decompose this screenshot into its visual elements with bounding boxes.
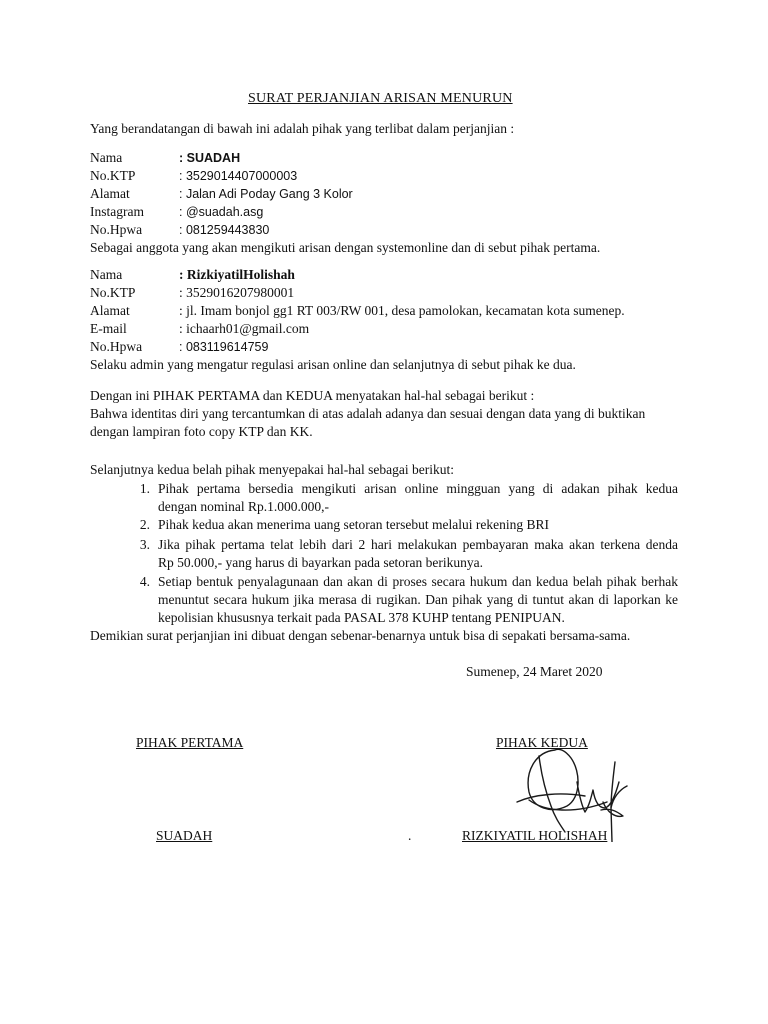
intro-text: Yang berandatangan di bawah ini adalah pihak yang terlibat dalam perjanjian : [90,121,515,136]
party2-ktp-value: : 3529016207980001 [179,285,295,300]
party1-phone-label: No.Hpwa [90,222,143,237]
party2-phone-value: : 083119614759 [179,340,269,354]
list-item-text: Setiap bentuk penyalagunaan dan akan di proses secara hukum dan kedua belah pihak berhak [158,574,678,589]
party2-address-label: Alamat [90,303,130,318]
party2-email-label: E-mail [90,321,127,336]
closing-text: Demikian surat perjanjian ini dibuat dengan sebenar-benarnya untuk bisa di sepakati bersama-sama. [90,628,631,643]
party1-name-value: : SUADAH [179,151,241,165]
list-item-number: 4. [139,574,150,589]
party1-note: Sebagai anggota yang akan mengikuti arisan dengan systemonline dan di sebut pihak pertama. [90,240,601,255]
list-item-text: dengan nominal Rp.1.000.000,- [158,499,329,514]
list-item-text: Pihak pertama bersedia mengikuti arisan online mingguan yang di adakan pihak kedua [158,481,678,496]
agreement-intro: Selanjutnya kedua belah pihak menyepakai hal-hal sebagai berikut: [90,462,454,477]
place-date: Sumenep, 24 Maret 2020 [466,664,603,679]
left-signature-heading: PIHAK PERTAMA [136,735,244,750]
party2-email-value: : ichaarh01@gmail.com [179,321,310,336]
document-title: SURAT PERJANJIAN ARISAN MENURUN [248,91,513,106]
list-item-text: Jika pihak pertama telat lebih dari 2 hari melakukan pembayaran maka akan terkena denda [158,537,678,552]
list-item-number: 3. [139,537,150,552]
party1-instagram-label: Instagram [90,204,144,219]
party2-phone-label: No.Hpwa [90,339,143,354]
list-item-text: kepolisian khususnya terkait pada PASAL 378 KUHP tentang PENIPUAN. [158,610,565,625]
party1-name-label: Nama [90,150,123,165]
party1-ktp-value: : 3529014407000003 [179,169,298,183]
party1-address-value: : Jalan Adi Poday Gang 3 Kolor [179,187,353,201]
statement-line-3: dengan lampiran foto copy KTP dan KK. [90,424,313,439]
party2-name-value: : RizkiyatilHolishah [179,267,295,282]
party1-phone-value: : 081259443830 [179,223,270,237]
party1-address-label: Alamat [90,186,130,201]
party2-ktp-label: No.KTP [90,285,136,300]
statement-line-2: Bahwa identitas diri yang tercantumkan di atas adalah adanya dan sesuai dengan data yang di buktikan [90,406,646,421]
right-signer-name: RIZKIYATIL HOLISHAH [462,828,608,843]
signature-separator: . [408,828,412,843]
list-item-text: menuntut secara hukum jika merasa di rugikan. Dan pihak yang di tuntut akan di laporkan ke [158,592,678,607]
agreement-list [130,480,678,630]
party1-instagram-value: : @suadah.asg [179,205,264,219]
list-item-number: 2. [139,517,150,532]
statement-line-1: Dengan ini PIHAK PERTAMA dan KEDUA menyatakan hal-hal sebagai berikut : [90,388,535,403]
left-signer-name: SUADAH [156,828,213,843]
party2-name-label: Nama [90,267,123,282]
party1-ktp-label: No.KTP [90,168,136,183]
right-signature-heading: PIHAK KEDUA [496,735,588,750]
list-item-number: 1. [139,481,150,496]
party2-address-value: : jl. Imam bonjol gg1 RT 003/RW 001, desa pamolokan, kecamatan kota sumenep. [179,303,625,318]
list-item-text: Pihak kedua akan menerima uang setoran tersebut melalui rekening BRI [158,517,549,532]
party2-note: Selaku admin yang mengatur regulasi arisan online dan selanjutnya di sebut pihak ke dua. [90,357,576,372]
list-item-text: Rp 50.000,- yang harus di bayarkan pada setoran berikunya. [158,555,484,570]
